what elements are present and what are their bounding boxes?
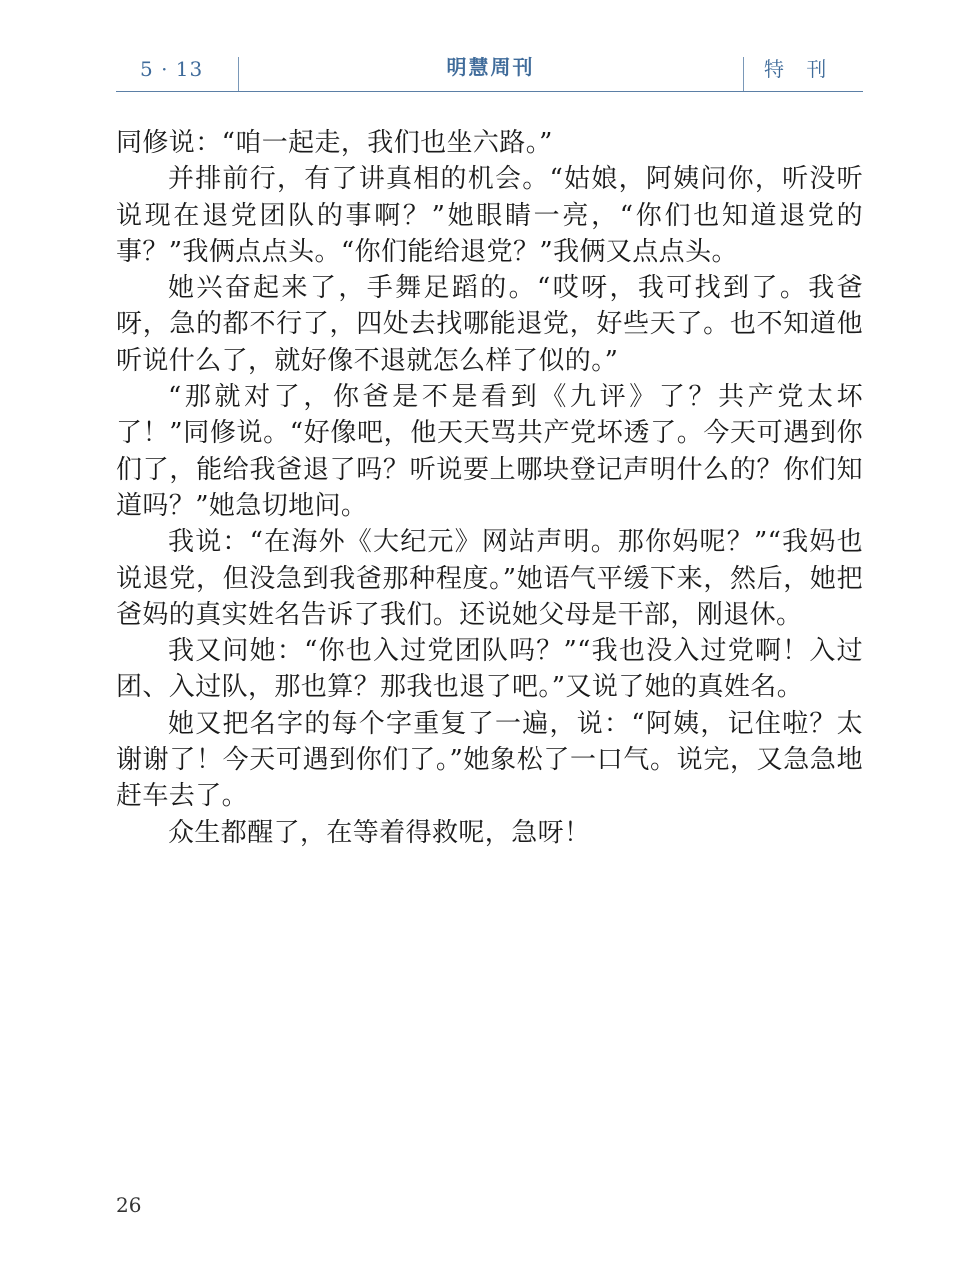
header-rule xyxy=(116,91,863,92)
paragraph: 并排前行，有了讲真相的机会。“姑娘，阿姨问你，听没听说现在退党团队的事啊？”她眼睛一亮，“你们也知道退党的事？”我俩点点头。“你们能给退党？”我俩又点点头。 xyxy=(116,164,863,267)
issue-number: 5 · 13 xyxy=(140,57,204,81)
section-label: 特 刊 xyxy=(764,57,835,81)
paragraph: 我说：“在海外《大纪元》网站声明。那你妈呢？”“我妈也说退党，但没急到我爸那种程度。”她语气平缓下来，然后，她把爸妈的真实姓名告诉了我们。还说她父母是干部，刚退休。 xyxy=(116,527,863,630)
header-divider xyxy=(743,57,744,91)
paragraph: “那就对了，你爸是不是看到《九评》了？共产党太坏了！”同修说。“好像吧，他天天骂共产党坏透了。今天可遇到你们了，能给我爸退了吗？听说要上哪块登记声明什么的？你们知道吗？”她急切地问。 xyxy=(116,382,863,521)
paragraph: 同修说：“咱一起走，我们也坐六路。” xyxy=(116,128,553,158)
publication-title: 明慧周刊 xyxy=(446,55,535,79)
paragraph: 我又问她：“你也入过党团队吗？”“我也没入过党啊！入过团、入过队，那也算？那我也退了吧。”又说了她的真姓名。 xyxy=(116,636,863,703)
paragraph: 她又把名字的每个字重复了一遍，说：“阿姨，记住啦？太谢谢了！今天可遇到你们了。”她象松了一口气。说完，又急急地赶车去了。 xyxy=(116,708,863,812)
paragraph: 众生都醒了，在等着得救呢，急呀！ xyxy=(168,817,591,848)
page-header xyxy=(116,50,863,92)
article-body xyxy=(116,125,863,851)
page-number: 26 xyxy=(116,1193,142,1217)
paragraph: 她兴奋起来了，手舞足蹈的。“哎呀，我可找到了。我爸呀，急的都不行了，四处去找哪能退党，好些天了。也不知道他听说什么了，就好像不退就怎么样了似的。” xyxy=(116,273,863,376)
